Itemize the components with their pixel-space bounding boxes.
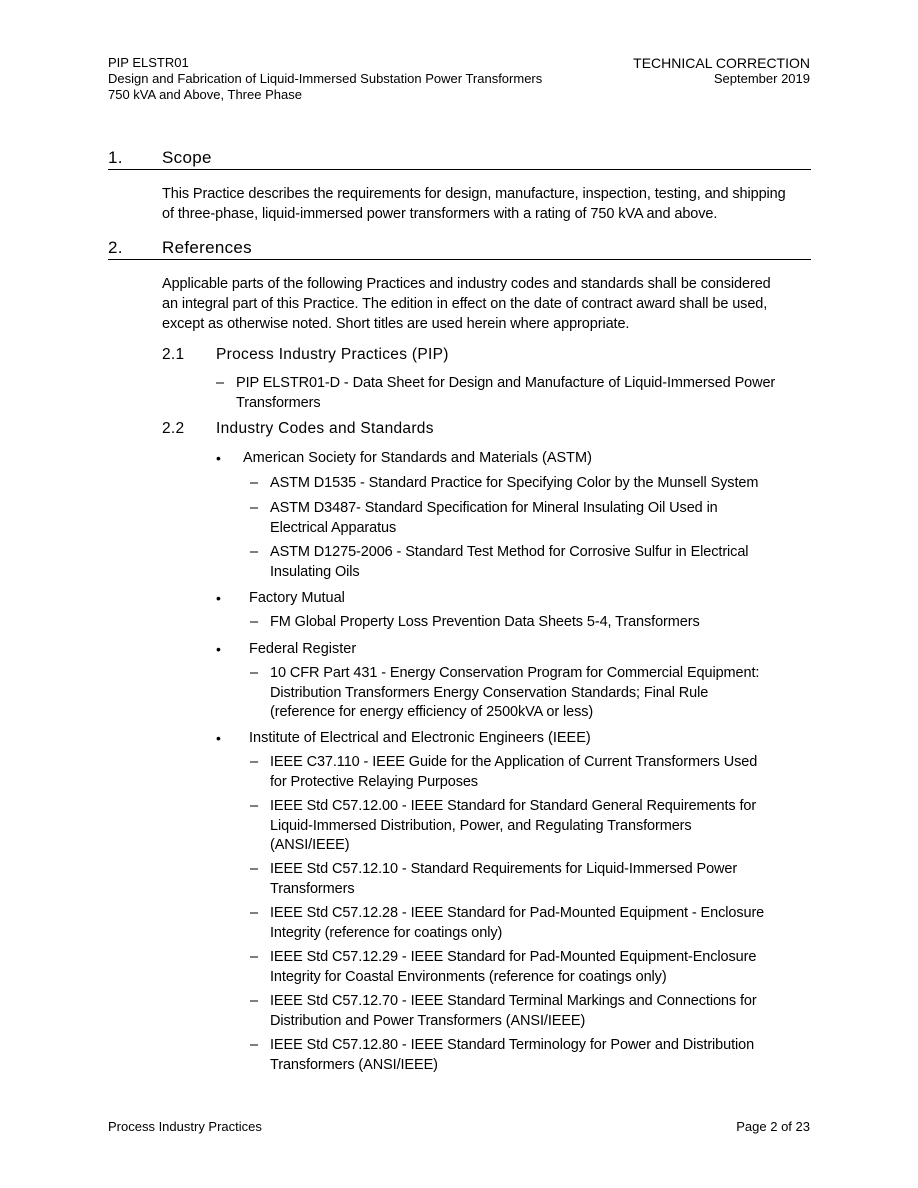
dash-marker: – — [250, 861, 258, 877]
dash-marker: – — [250, 993, 258, 1009]
bullet-marker: • — [216, 450, 221, 466]
reference-line: for Protective Relaying Purposes — [270, 773, 478, 790]
dash-marker: – — [250, 798, 258, 814]
page-header-right — [633, 55, 810, 87]
header-doc-id: PIP ELSTR01 — [108, 55, 189, 70]
references-paragraph — [162, 274, 817, 334]
dash-marker: – — [250, 949, 258, 965]
subsection-title: Industry Codes and Standards — [216, 420, 434, 437]
reference-line: FM Global Property Loss Prevention Data Sheets 5-4, Transformers — [270, 614, 700, 630]
section-number: 2. — [108, 238, 123, 257]
header-status: TECHNICAL CORRECTION — [633, 55, 810, 71]
dash-marker: – — [250, 1037, 258, 1053]
reference-line: Integrity for Coastal Environments (reference for coatings only) — [270, 968, 667, 985]
bullet-marker: • — [216, 641, 221, 657]
dash-marker: – — [250, 475, 258, 491]
reference-line: IEEE Std C57.12.80 - IEEE Standard Terminology for Power and Distribution — [270, 1037, 755, 1053]
section-number: 1. — [108, 148, 123, 167]
bullet-label: American Society for Standards and Materials (ASTM) — [243, 450, 592, 466]
dash-marker: – — [216, 375, 224, 391]
paragraph-line: Applicable parts of the following Practices and industry codes and standards shall be considered — [162, 276, 771, 292]
page-header-left — [108, 55, 542, 103]
reference-line: Liquid-Immersed Distribution, Power, and Regulating Transformers — [270, 817, 692, 834]
reference-line: ASTM D3487- Standard Specification for Mineral Insulating Oil Used in — [270, 500, 718, 516]
bullet-label: Factory Mutual — [249, 590, 345, 606]
paragraph-line: of three-phase, liquid-immersed power transformers with a rating of 750 kVA and above. — [162, 206, 718, 222]
bullet-marker: • — [216, 730, 221, 746]
reference-line: Transformers (ANSI/IEEE) — [270, 1056, 438, 1073]
reference-line: IEEE Std C57.12.29 - IEEE Standard for Pad-Mounted Equipment-Enclosure — [270, 949, 757, 965]
paragraph-line: an integral part of this Practice. The edition in effect on the date of contract award shall be used, — [162, 296, 768, 312]
header-title-line1: Design and Fabrication of Liquid-Immersed Substation Power Transformers — [108, 71, 543, 86]
reference-line: Distribution Transformers Energy Conservation Standards; Final Rule — [270, 684, 709, 701]
dash-marker: – — [250, 754, 258, 770]
scope-paragraph — [162, 184, 817, 224]
dash-marker: – — [250, 905, 258, 921]
reference-line: ASTM D1275-2006 - Standard Test Method for Corrosive Sulfur in Electrical — [270, 544, 749, 560]
reference-line: IEEE Std C57.12.10 - Standard Requirements for Liquid-Immersed Power — [270, 861, 738, 877]
reference-line: Transformers — [236, 394, 321, 411]
footer-organization: Process Industry Practices — [108, 1119, 262, 1134]
footer-page-number: Page 2 of 23 — [736, 1119, 810, 1134]
dash-marker: – — [250, 614, 258, 630]
dash-marker: – — [250, 544, 258, 560]
reference-line: IEEE C37.110 - IEEE Guide for the Application of Current Transformers Used — [270, 754, 758, 770]
section-title: References — [162, 238, 252, 257]
reference-line: IEEE Std C57.12.28 - IEEE Standard for Pad-Mounted Equipment - Enclosure — [270, 905, 765, 921]
reference-line: IEEE Std C57.12.00 - IEEE Standard for Standard General Requirements for — [270, 798, 757, 814]
paragraph-line: except as otherwise noted. Short titles are used herein where appropriate. — [162, 316, 630, 332]
subsection-number: 2.1 — [162, 346, 185, 363]
section-heading-scope — [108, 147, 811, 170]
header-title-line2: 750 kVA and Above, Three Phase — [108, 87, 302, 102]
bullet-marker: • — [216, 590, 221, 606]
reference-line: Integrity (reference for coatings only) — [270, 924, 503, 941]
bullet-label: Federal Register — [249, 641, 357, 657]
section-heading-references — [108, 237, 811, 260]
reference-line: (ANSI/IEEE) — [270, 837, 350, 853]
reference-line: PIP ELSTR01-D - Data Sheet for Design and Manufacture of Liquid-Immersed Power — [236, 375, 776, 391]
paragraph-line: This Practice describes the requirements for design, manufacture, inspection, testing, and shipping — [162, 186, 786, 202]
reference-line: Distribution and Power Transformers (ANSI/IEEE) — [270, 1012, 586, 1029]
header-date: September 2019 — [713, 71, 810, 86]
reference-line: ASTM D1535 - Standard Practice for Specifying Color by the Munsell System — [270, 475, 759, 491]
reference-line: Insulating Oils — [270, 563, 360, 580]
section-title: Scope — [162, 148, 212, 167]
reference-line: Transformers — [270, 880, 355, 897]
subsection-title: Process Industry Practices (PIP) — [216, 346, 449, 363]
bullet-label: Institute of Electrical and Electronic Engineers (IEEE) — [249, 730, 591, 746]
dash-marker: – — [250, 665, 258, 681]
dash-marker: – — [250, 500, 258, 516]
subsection-number: 2.2 — [162, 420, 185, 437]
reference-line: IEEE Std C57.12.70 - IEEE Standard Terminal Markings and Connections for — [270, 993, 757, 1009]
reference-line: (reference for energy efficiency of 2500kVA or less) — [270, 704, 594, 720]
reference-line: 10 CFR Part 431 - Energy Conservation Program for Commercial Equipment: — [270, 665, 760, 681]
reference-line: Electrical Apparatus — [270, 519, 397, 536]
